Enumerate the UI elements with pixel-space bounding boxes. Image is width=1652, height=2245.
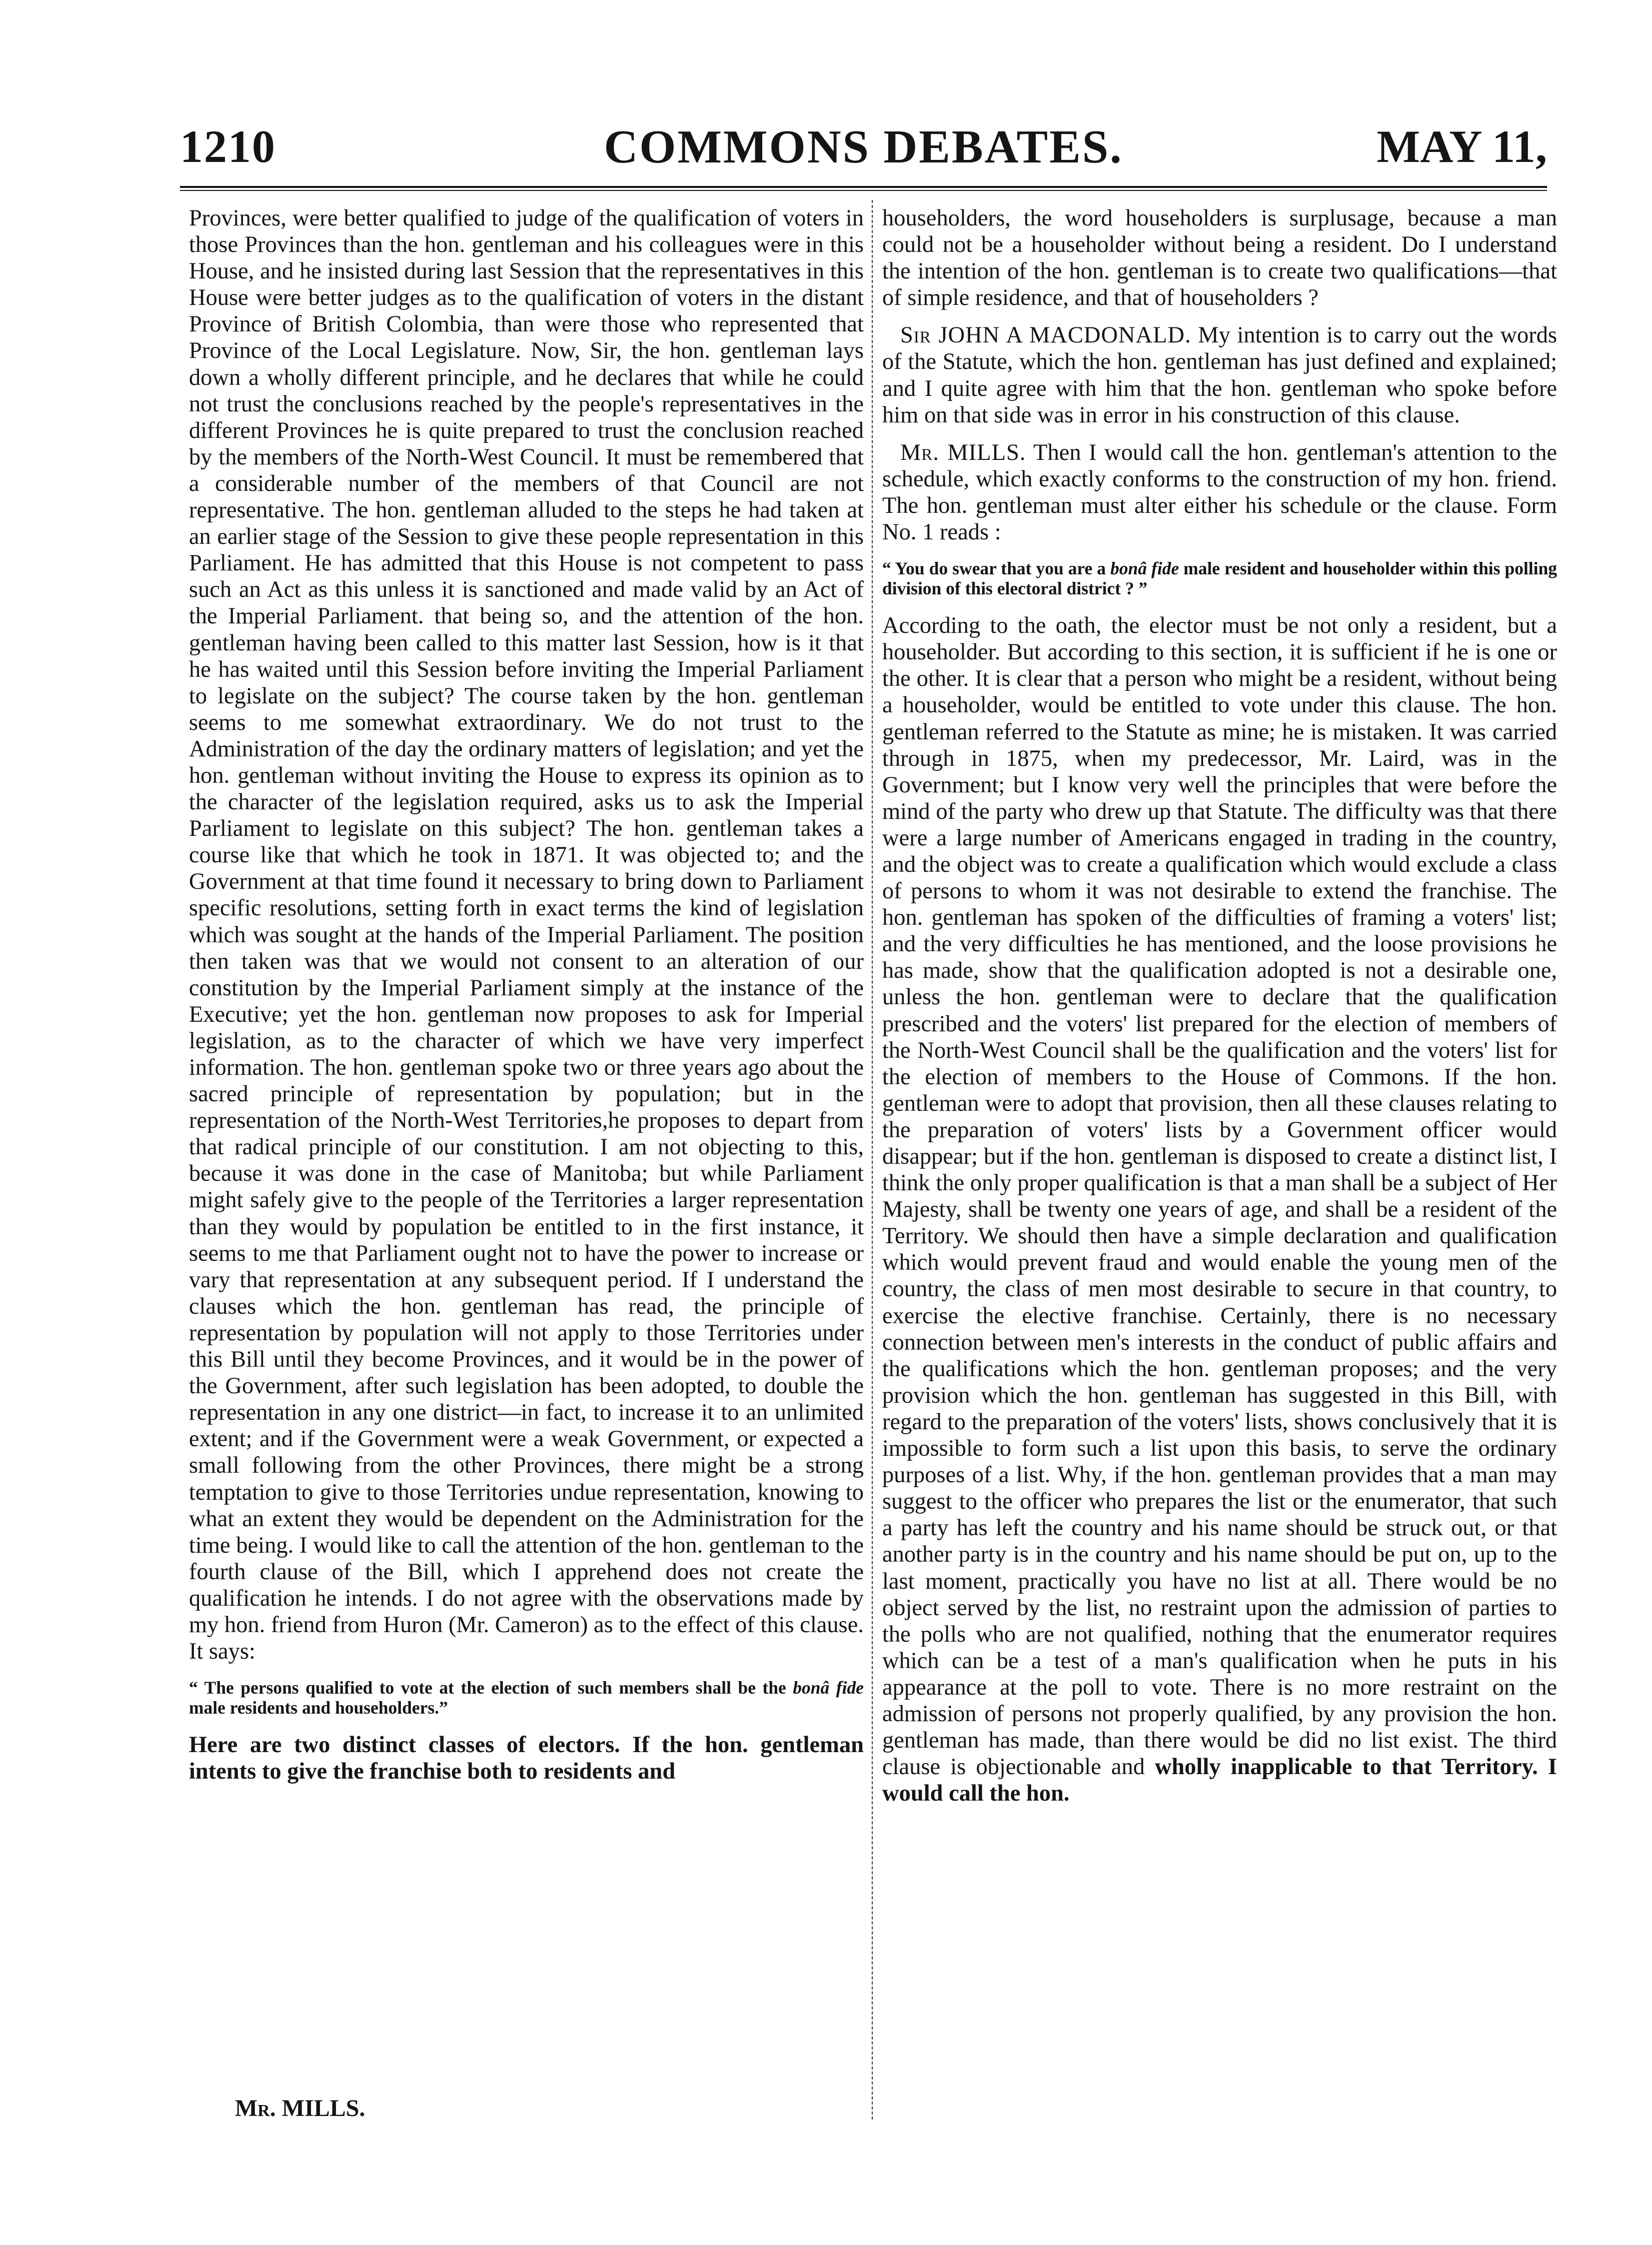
- speech-text: According to the oath, the elector must be not only a resident, but a householder. But according to this section, it is sufficient if he is one or the other. It is clear that a person who might be a resident, without being a householder, would be entitled to vote under this clause. The hon. gentleman referred to the Statute as mine; he is mistaken. It was carried through in 1875, when my predecessor, Mr. Laird, was in the Government; but I know very well the principles that were before the mind of the party who drew up that Statute. The difficulty was that there were a large number of Americans engaged in trading in the country, and the object was to create a qualification which would exclude a class of persons to whom it was not desirable to extend the franchise. The hon. gentleman has spoken of the difficulties of framing a voters' list; and the very difficulties he has mentioned, and the loose provisions he has made, show that the qualification adopted is not a desirable one, unless the hon. gentleman were to declare that the qualification prescribed and the voters' list prepared for the election of members of the North-West Council shall be the qualification and the voters' list for the election of members to the House of Commons. If the hon. gentleman were to adopt that provision, then all these clauses relating to the preparation of voters' lists by a Government officer would disappear; but if the hon. gentleman is disposed to create a distinct list, I think the only proper qualification is that a man shall be a subject of Her Majesty, shall be twenty one years of age, and shall be a resident of the Territory. We should then have a simple declaration and qualification which would prevent fraud and would enable the young men of the country, the class of men most desirable to secure in that country, to exercise the elective franchise. Certainly, there is no necessary connection between men's interests in the conduct of public affairs and the qualifications which the hon. gentleman proposes; and the very provision which the hon. gentleman has suggested in this Bill, with regard to the preparation of the voters' lists, shows conclusively that it is impossible to form such a list upon this basis, to serve the ordinary purposes of a list. Why, if the hon. gentleman provides that a man may suggest to the officer who prepares the list or the enumerator, that such a party has left the country and his name should be struck out, or that another party is in the country and his name should be put on, up to the last moment, practically you have no list at all. There would be no object served by the list, no restraint upon the admission of parties to the polls who are not qualified, nothing that the enumerator requires which can be a test of a man's qualification when he puts in his appearance at the poll to vote. There is no more restraint on the admission of persons not properly qualified, by any provision the hon. gentleman has made, than there would be did no list exist. The third clause is objectionable and: [882, 613, 1557, 1780]
- right-quote-text-1: “ You do swear that you are a: [882, 558, 1111, 579]
- page-number: 1210: [180, 121, 276, 172]
- left-paragraph-1: Provinces, were better qualified to judge of the qualification of voters in those Provinces than the hon. gentleman and his colleagues were in this House, and he insisted during last Session that the representatives in this House were better judges as to the qualification of voters in the distant Province of British Colombia, than were those who represented that Province of the Local Legislature. Now, Sir, the hon. gentleman lays down a wholly different principle, and he declares that while he could not trust the conclusions reached by the people's representatives in the different Provinces he is quite prepared to trust the conclusion reached by the members of the North-West Council. It must be remembered that a considerable number of the members of that Council are not representative. The hon. gentleman alluded to the steps he had taken at an earlier stage of the Session to give these people representation in this Parliament. He has admitted that this House is not competent to pass such an Act as this unless it is sanctioned and made valid by an Act of the Imperial Parliament. that being so, and the attention of the hon. gentleman having been called to this matter last Session, how is it that he has waited until this Session before inviting the Imperial Parliament to legislate on the subject? The course taken by the hon. gentleman seems to me somewhat extraordinary. We do not trust to the Administration of the day the ordinary matters of legislation; and yet the hon. gentleman without inviting the House to express its opinion as to the character of the legislation required, asks us to ask the Imperial Parliament to legislate on this subject? The hon. gentleman takes a course like that which he took in 1871. It was objected to; and the Government at that time found it necessary to bring down to Parliament specific resolutions, setting forth in exact terms the kind of legislation which was sought at the hands of the Imperial Parliament. The position then taken was that we would not consent to an alteration of our constitution by the Imperial Parliament simply at the instance of the Executive; yet the hon. gentleman now proposes to ask for Imperial legislation, as to the character of which we have very imperfect information. The hon. gentleman spoke two or three years ago about the sacred principle of representation by population; but in the representation of the North-West Territories,he proposes to depart from that radical principle of our constitution. I am not objecting to this, because it was done in the case of Manitoba; but while Parliament might safely give to the people of the Territories a larger representation than they would by population be entitled to in the first instance, it seems to me that Parliament ought not to have the power to increase or vary that representation at any subsequent period. If I understand the clauses which the hon. gentleman has read, the principle of representation by population will not apply to those Territories under this Bill until they become Provinces, and it would be in the power of the Government, after such legislation has been adopted, to double the representation in any one district—in fact, to increase it to an unlimited extent; and if the Government were a weak Government, or expected a small following from the other Provinces, there might be a strong temptation to give to those Territories undue representation, knowing to what an extent they would be dependent on the Administration for the time being. I would like to call the attention of the hon. gentleman to the fourth clause of the Bill, which I apprehend does not create the qualification he intends. I do not agree with the observations made by my hon. friend from Huron (Mr. Cameron) as to the effect of this clause. It says:: [189, 205, 864, 1665]
- left-column: [189, 205, 864, 1785]
- right-quote: [882, 558, 1557, 598]
- right-paragraph-1: householders, the word householders is surplusage, because a man could not be a householder without being a resident. Do I understand the intention of the hon. gentleman is to create two qualifications—that of simple residence, and that of householders ?: [882, 205, 1557, 311]
- footer-speaker: Mr. MILLS.: [235, 2095, 365, 2122]
- speaker-name: Sir JOHN A MACDONALD.: [900, 322, 1192, 348]
- header-date: MAY 11,: [1377, 121, 1547, 172]
- left-paragraph-2: Here are two distinct classes of electors. If the hon. gentleman intents to give the franchise both to residents and: [189, 1732, 864, 1785]
- left-quote-text-1: “ The persons qualified to vote at the election of such members shall be the: [189, 1678, 793, 1698]
- right-quote-text-2: male resident and householder within this polling division of this electoral district ? ”: [882, 558, 1557, 599]
- page-header: [180, 120, 1547, 180]
- right-column: [882, 205, 1557, 1807]
- right-paragraph-2: [882, 322, 1557, 428]
- left-quote-italic: bonâ fide: [793, 1678, 864, 1698]
- right-quote-italic: bonâ fide: [1110, 558, 1179, 579]
- column-divider: [872, 200, 873, 2120]
- left-quote-text-2: male residents and householders.”: [189, 1698, 448, 1718]
- speaker-name: Mr. MILLS.: [900, 439, 1026, 465]
- header-rule: [180, 186, 1547, 191]
- right-paragraph-4: [882, 612, 1557, 1807]
- left-quote: [189, 1678, 864, 1718]
- publication-title: COMMONS DEBATES.: [604, 121, 1123, 173]
- speech-text: Then I would call the hon. gentleman's attention to the schedule, which exactly conforms to the construction of my hon. friend. The hon. gentleman must alter either his schedule or the clause. Form No. 1 reads :: [882, 439, 1557, 545]
- speech-text: My intention is to carry out the words of the Statute, which the hon. gentleman has just defined and explained; and I quite agree with him that the hon. gentleman who spoke before him on that side was in error in his construction of this clause.: [882, 322, 1558, 428]
- right-paragraph-3: [882, 439, 1557, 545]
- speech-text-tail: wholly inapplicable to that Territory. I would call the hon.: [882, 1754, 1557, 1807]
